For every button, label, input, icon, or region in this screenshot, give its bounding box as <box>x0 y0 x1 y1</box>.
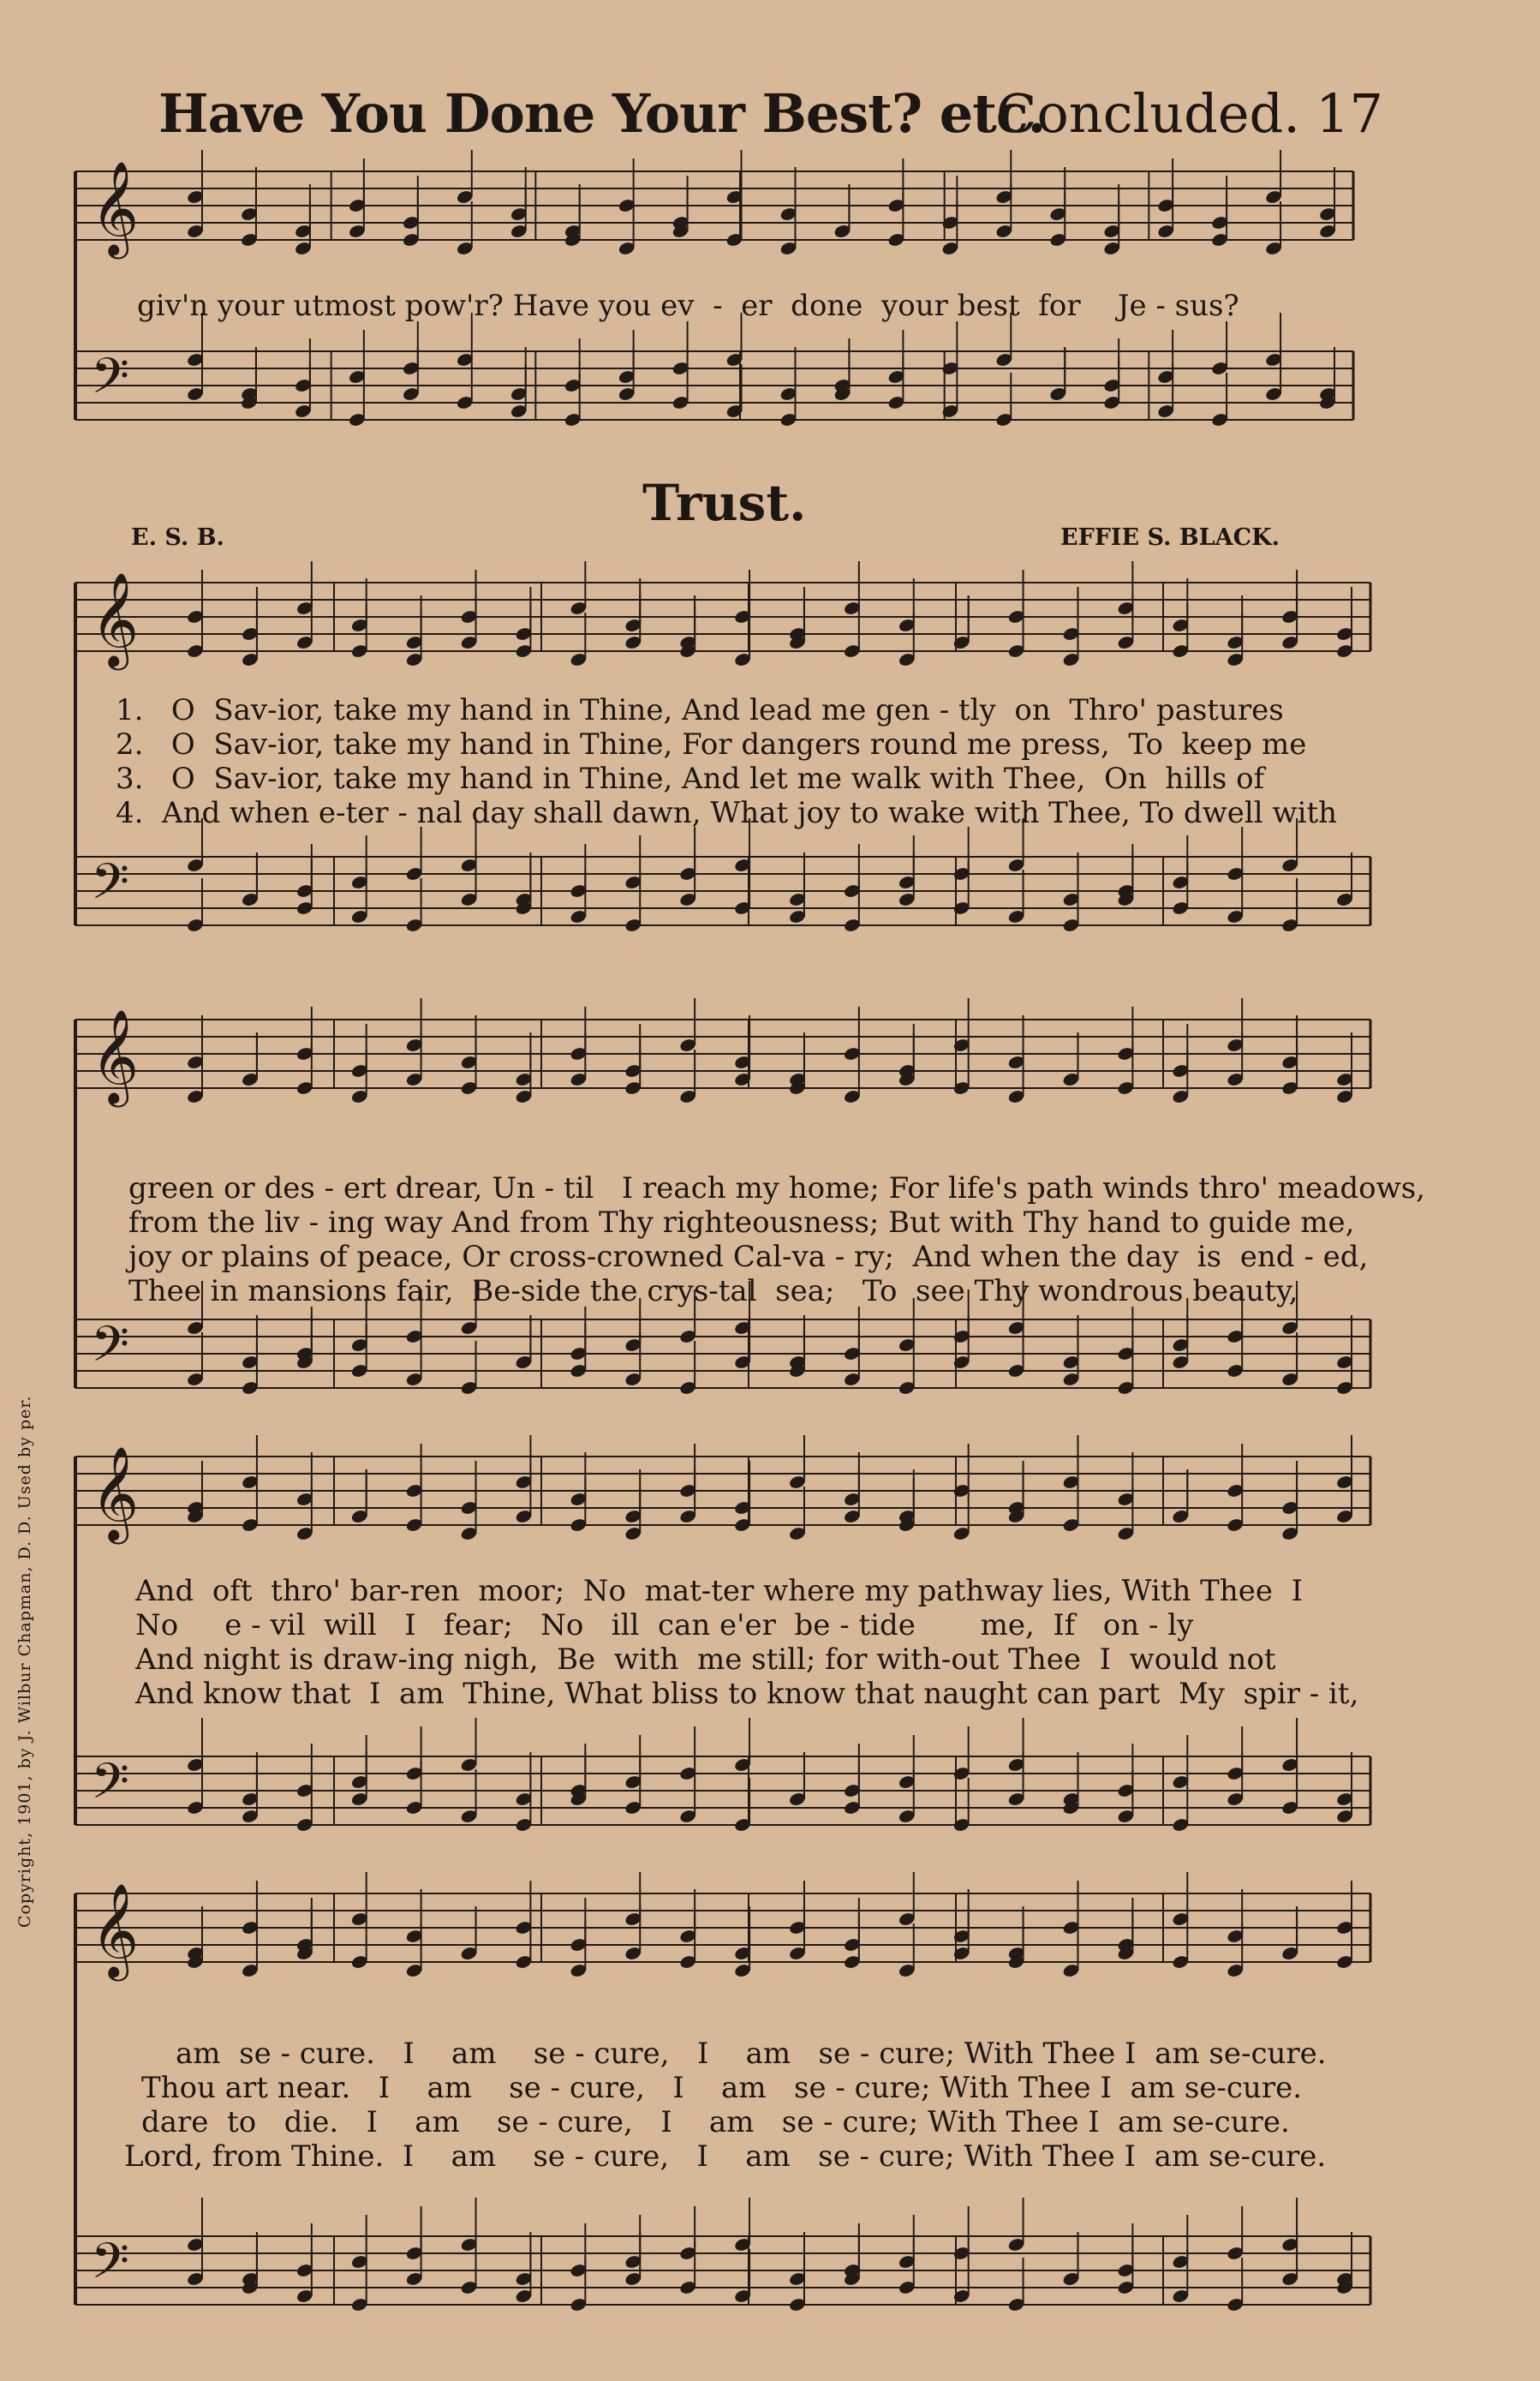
lyric-verse-line: dare to die. I am se - cure, I am se - cure; With Thee I am se-cure. <box>141 2105 1290 2139</box>
lyric-verse-line: Thou art near. I am se - cure, I am se - cure; With Thee I am se-cure. <box>141 2071 1303 2105</box>
lyric-verse-line: Lord, from Thine. I am se - cure, I am se - cure; With Thee I am se-cure. <box>124 2139 1327 2174</box>
bass-clef-icon: 𝄢 <box>91 852 130 923</box>
lyric-verse-line: 3. O Sav-ior, take my hand in Thine, And let me walk with Thee, On hills of <box>116 762 1265 796</box>
lyric-verse-line: green or des - ert drear, Un - til I reach my home; For life's path winds thro' meadows, <box>128 1171 1425 1205</box>
copyright-notice: Copyright, 1901, by J. Wilbur Chapman, D. D. Used by per. <box>15 1395 34 1928</box>
treble-clef-icon: 𝄞 <box>91 1009 140 1104</box>
lyric-verse-line: Thee in mansions fair, Be-side the crys-tal sea; To see Thy wondrous beauty, <box>128 1274 1298 1308</box>
lyric-verse-line: from the liv - ing way And from Thy righteousness; But with Thy hand to guide me, <box>128 1205 1355 1240</box>
lyric-verse-line: And night is draw-ing nigh, Be with me still; for with-out Thee I would not <box>135 1642 1276 1677</box>
lyric-verse-line: 2. O Sav-ior, take my hand in Thine, For dangers round me press, To keep me <box>116 727 1307 762</box>
treble-clef-icon: 𝄞 <box>91 1883 140 1977</box>
bass-clef-icon: 𝄢 <box>91 347 130 417</box>
lyric-verse-line: And oft thro' bar-ren moor; No mat-ter where my pathway lies, With Thee I <box>135 1574 1304 1608</box>
lyricist-initials: E. S. B. <box>131 524 224 551</box>
treble-clef-icon: 𝄞 <box>91 572 140 667</box>
bass-clef-icon: 𝄢 <box>91 2232 130 2302</box>
composer-name: EFFIE S. BLACK. <box>1060 524 1280 551</box>
bass-clef-icon: 𝄢 <box>91 1315 130 1385</box>
hymn-title: Trust. <box>642 474 807 532</box>
lyric-verse-line: 4. And when e-ter - nal day shall dawn, What joy to wake with Thee, To dwell with <box>116 796 1338 830</box>
lyric-verse-line: am se - cure. I am se - cure, I am se - cure; With Thee I am se-cure. <box>176 2037 1327 2071</box>
lyric-verse-line: 1. O Sav-ior, take my hand in Thine, And lead me gen - tly on Thro' pastures <box>116 693 1284 727</box>
treble-clef-icon: 𝄞 <box>91 1446 140 1540</box>
treble-clef-icon: 𝄞 <box>91 161 140 255</box>
continued-hymn-title: Have You Done Your Best? etc. <box>158 82 1046 145</box>
page-number: 17 <box>1316 82 1383 145</box>
lyric-verse-line: No e - vil will I fear; No ill can e'er be - tide me, If on - ly <box>135 1608 1194 1642</box>
lyric-verse-line: And know that I am Thine, What bliss to know that naught can part My spir - it, <box>135 1677 1359 1711</box>
lyric-verse-line: joy or plains of peace, Or cross-crowned Cal-va - ry; And when the day is end - ed, <box>128 1240 1369 1274</box>
lyric-line-top: giv'n your utmost pow'r? Have you ev - er done your best for Je - sus? <box>137 289 1239 323</box>
concluded-label: Concluded. <box>996 82 1300 145</box>
bass-clef-icon: 𝄢 <box>91 1752 130 1822</box>
